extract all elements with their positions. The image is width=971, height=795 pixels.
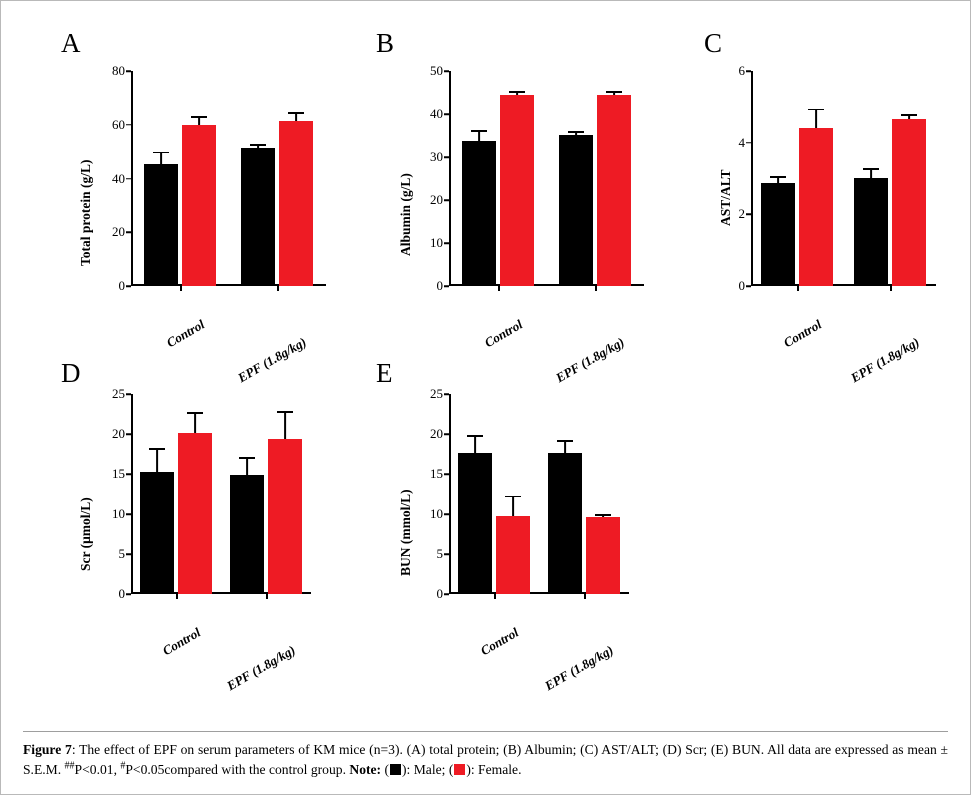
panel-letter-A: A: [61, 28, 81, 58]
x-tick-label: Control: [159, 624, 204, 659]
caption-label: Figure 7: [23, 742, 72, 758]
error-bar: [284, 411, 286, 439]
y-tick-label: 10: [112, 506, 125, 521]
bar-female: [586, 517, 620, 594]
error-bar: [564, 440, 566, 453]
panel-C-plot: [738, 63, 936, 386]
error-bar-cap: [467, 435, 483, 437]
panel-B-bars: [449, 71, 644, 286]
caption-text: : The effect of EPF on serum parameters of KM mice (n=3). (A) total protein; (B) Albumin; (C) AST/ALT; (D) Scr; (E) BUN. All data are expressed as mean ± S.E.M.: [23, 742, 948, 778]
panel-B: [376, 26, 666, 386]
error-bar-cap: [239, 457, 255, 459]
bar-male: [241, 148, 275, 286]
error-bar-cap: [568, 131, 584, 133]
error-bar: [160, 152, 162, 164]
panel-C: [696, 26, 966, 386]
panel-letter-B: B: [376, 28, 395, 58]
panel-D-bars: [131, 394, 311, 594]
y-tick-label: 20: [112, 224, 125, 240]
x-tick-label: Control: [163, 316, 207, 351]
x-tick-mark: [498, 286, 500, 291]
error-bar-cap: [863, 168, 879, 170]
bar-male: [548, 453, 582, 594]
x-tick-label: EPF (1.8g/kg): [224, 642, 298, 694]
panel-A: [56, 26, 346, 386]
caption-female-text: ): Female.: [466, 762, 522, 778]
x-tick-mark: [494, 594, 496, 599]
error-bar-cap: [471, 130, 487, 132]
panel-E-ylabel: BUN (mmol/L): [398, 489, 413, 576]
error-bar-cap: [808, 109, 824, 111]
x-tick-label: EPF (1.8g/kg): [235, 334, 309, 386]
bar-male: [854, 178, 888, 286]
x-tick-mark: [797, 286, 799, 291]
y-tick-label: 40: [112, 170, 125, 186]
y-tick-label: 2: [738, 206, 745, 222]
x-tick-label: EPF (1.8g/kg): [542, 642, 616, 694]
x-tick-mark: [180, 286, 182, 291]
bar-male: [559, 135, 593, 286]
error-bar: [474, 435, 476, 453]
bar-male: [458, 453, 492, 594]
caption-male-text: ): Male; (: [402, 762, 454, 778]
caption-stat-1-text: P<0.01,: [74, 762, 121, 778]
bar-female: [268, 439, 302, 594]
error-bar-cap: [595, 514, 611, 516]
error-bar: [512, 496, 514, 517]
error-bar-cap: [191, 116, 207, 118]
error-bar: [156, 448, 158, 472]
y-tick-label: 5: [436, 546, 443, 561]
x-tick-mark: [266, 594, 268, 599]
panel-letter-E: E: [376, 358, 393, 388]
panel-E-plot: [430, 386, 629, 694]
error-bar-cap: [250, 144, 266, 146]
error-bar-cap: [505, 496, 521, 498]
y-tick-label: 5: [118, 546, 125, 561]
y-tick-label: 20: [430, 192, 443, 207]
error-bar-cap: [509, 91, 525, 93]
bar-female: [178, 433, 212, 594]
x-tick-mark: [584, 594, 586, 599]
y-tick-label: 20: [112, 426, 125, 441]
x-tick-label: Control: [481, 316, 525, 351]
caption-stat-2-text: P<0.05compared with the control group.: [125, 762, 350, 778]
y-tick-label: 40: [430, 106, 443, 121]
figure-caption: [1, 721, 970, 794]
error-bar-cap: [901, 114, 917, 116]
y-tick-label: 10: [430, 506, 443, 521]
panel-C-bars: [751, 71, 936, 286]
y-tick-label: 80: [112, 63, 125, 78]
panel-A-ylabel: Total protein (g/L): [78, 159, 93, 266]
error-bar: [815, 109, 817, 129]
bar-female: [182, 125, 216, 286]
y-tick-label: 4: [738, 134, 745, 150]
bar-female: [892, 119, 926, 286]
panel-E: [376, 356, 666, 694]
error-bar-cap: [288, 112, 304, 114]
x-tick-label: Control: [781, 316, 825, 351]
x-tick-mark: [277, 286, 279, 291]
y-tick-label: 0: [118, 586, 125, 601]
bar-female: [799, 128, 833, 286]
y-tick-label: 0: [436, 586, 443, 601]
caption-open-paren-male: (: [381, 762, 390, 778]
legend-swatch-female: [454, 764, 465, 775]
error-bar-cap: [149, 448, 165, 450]
y-tick-label: 25: [430, 386, 443, 401]
x-tick-mark: [890, 286, 892, 291]
error-bar-cap: [277, 411, 293, 413]
bar-male: [761, 183, 795, 286]
bar-male: [230, 475, 264, 594]
bar-male: [462, 141, 496, 286]
x-tick-label: Control: [477, 624, 522, 659]
y-tick-label: 0: [436, 278, 443, 293]
y-tick-label: 0: [738, 278, 745, 293]
y-tick-label: 60: [112, 116, 125, 132]
x-tick-label: EPF (1.8g/kg): [553, 334, 627, 386]
error-bar-cap: [606, 91, 622, 93]
caption-stat-2-marker: #: [120, 760, 126, 772]
bar-male: [144, 164, 178, 286]
caption-stat-1-marker: ##: [64, 760, 75, 772]
error-bar-cap: [557, 440, 573, 442]
error-bar: [194, 412, 196, 433]
legend-swatch-male: [390, 764, 401, 775]
y-tick-label: 6: [738, 63, 745, 78]
panel-B-plot: [430, 63, 644, 386]
panel-A-bars: [131, 71, 326, 286]
figure-panels: [1, 1, 970, 694]
panel-A-plot: [112, 63, 326, 386]
bar-male: [140, 472, 174, 594]
error-bar: [246, 457, 248, 475]
panel-D-plot: [112, 386, 311, 694]
error-bar-cap: [770, 176, 786, 178]
error-bar-cap: [153, 152, 169, 154]
y-tick-label: 30: [430, 149, 443, 164]
y-tick-label: 0: [118, 278, 125, 293]
y-tick-label: 15: [112, 466, 125, 481]
caption-note-label: Note:: [349, 762, 382, 778]
caption-divider: [23, 731, 948, 732]
x-tick-mark: [176, 594, 178, 599]
panel-D: [56, 356, 346, 694]
panel-C-ylabel: AST/ALT: [718, 169, 733, 226]
bar-female: [500, 95, 534, 286]
x-tick-mark: [595, 286, 597, 291]
error-bar-cap: [187, 412, 203, 414]
y-tick-label: 10: [430, 235, 443, 250]
panel-letter-D: D: [61, 358, 81, 388]
x-tick-label: EPF (1.8g/kg): [847, 334, 922, 386]
bar-female: [279, 121, 313, 286]
y-tick-label: 50: [430, 63, 443, 78]
bar-female: [597, 95, 631, 286]
y-tick-label: 25: [112, 386, 125, 401]
bar-female: [496, 516, 530, 594]
panel-D-ylabel: Scr (μmol/L): [78, 497, 93, 571]
panel-E-bars: [449, 394, 629, 594]
panel-B-ylabel: Albumin (g/L): [398, 173, 413, 256]
panel-letter-C: C: [704, 28, 723, 58]
y-tick-label: 20: [430, 426, 443, 441]
y-tick-label: 15: [430, 466, 443, 481]
